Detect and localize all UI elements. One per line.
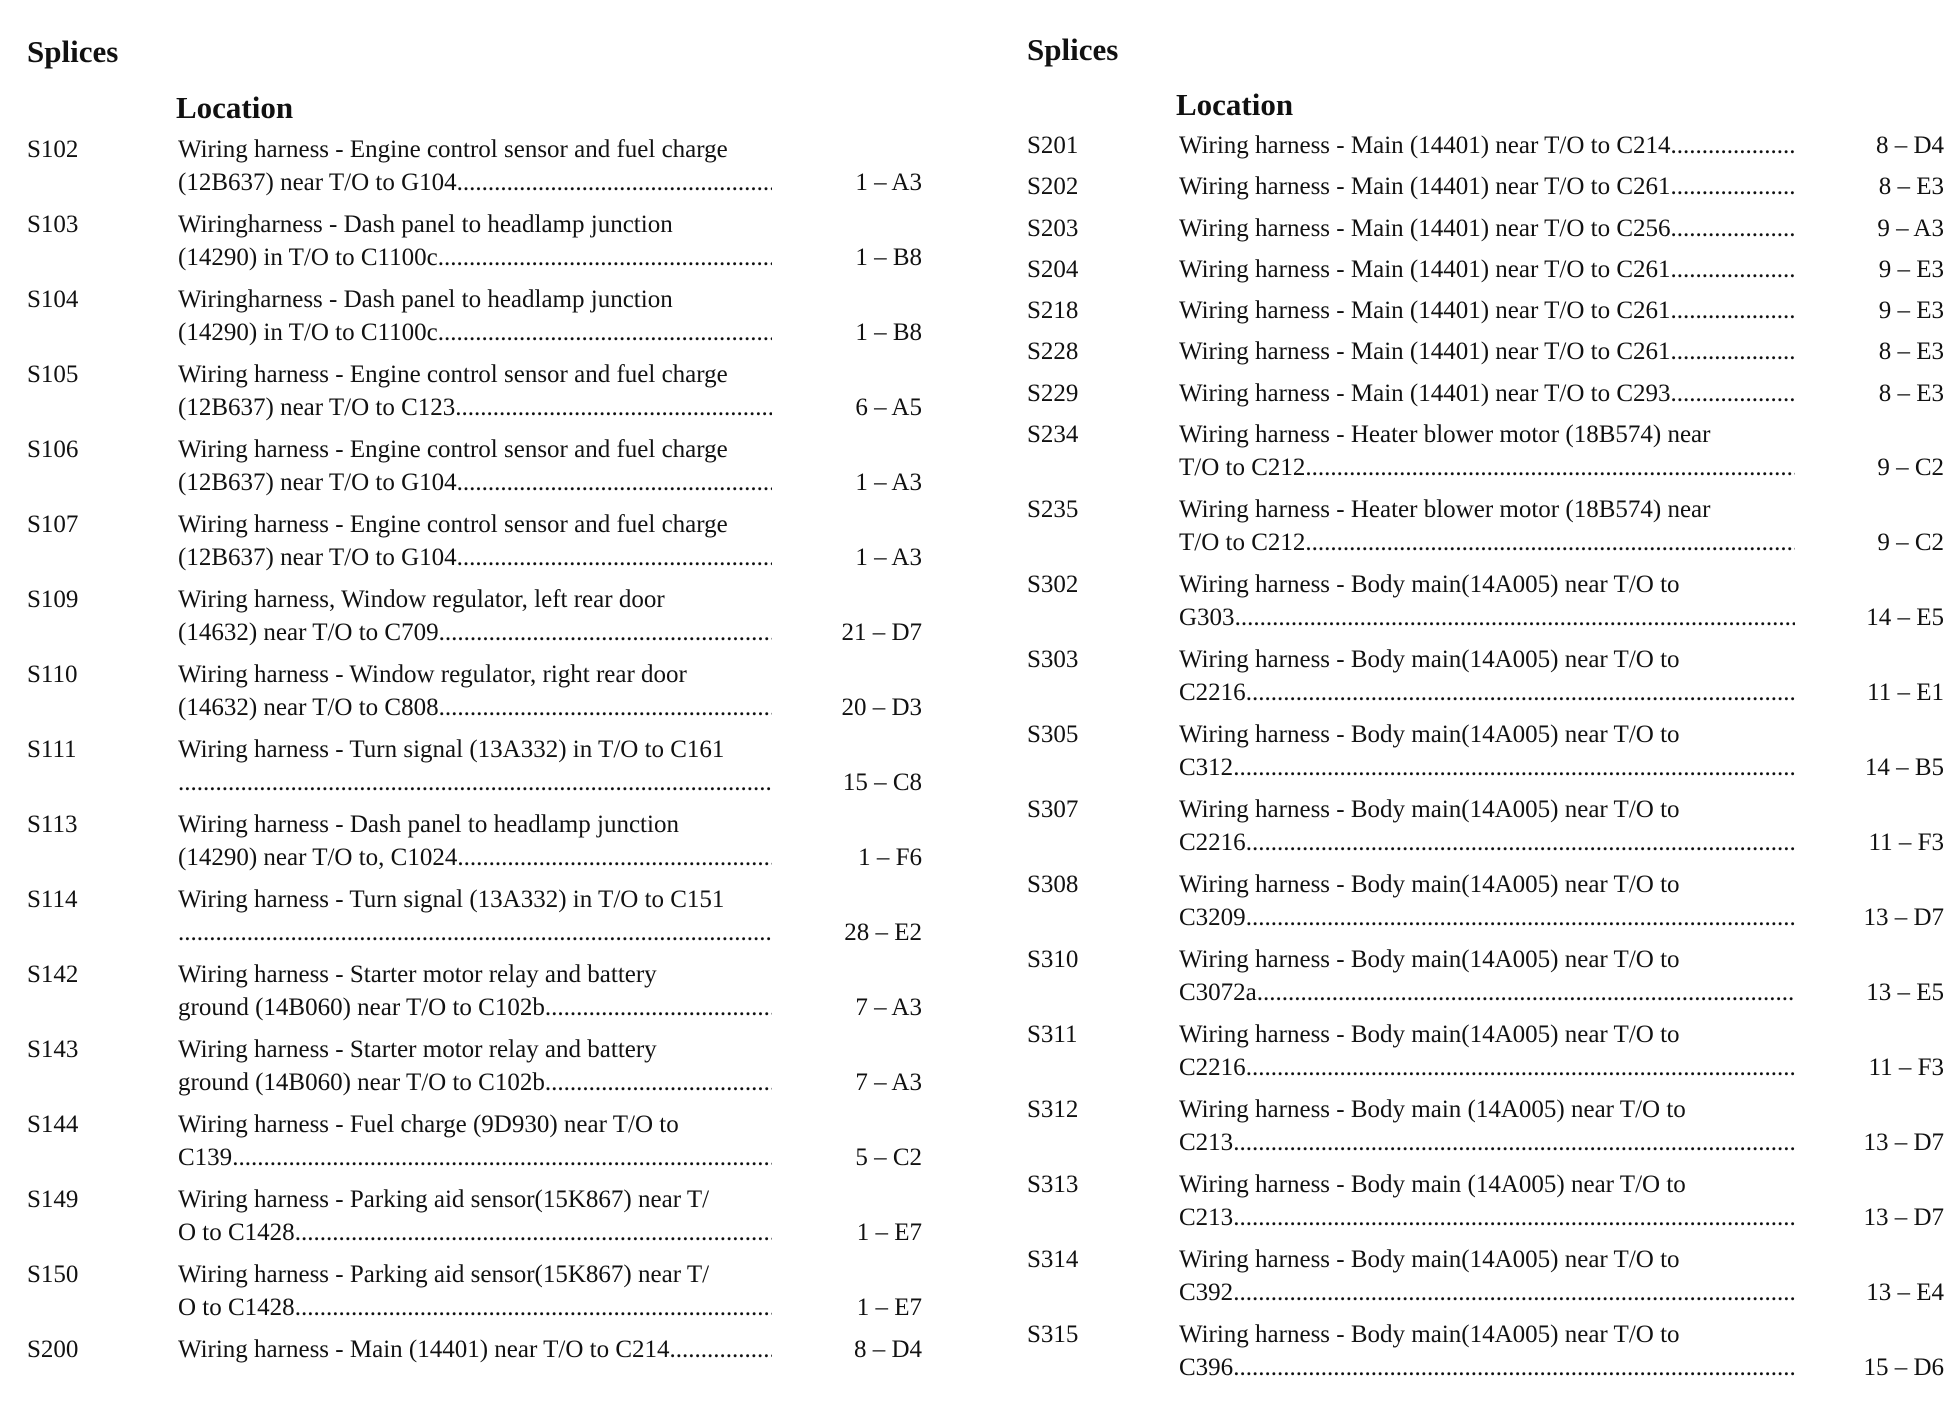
page-grid-ref: 13 – D7 xyxy=(1863,904,1944,932)
splice-row xyxy=(1020,493,1958,568)
splice-location xyxy=(178,883,772,949)
splice-row xyxy=(0,433,940,508)
splice-location xyxy=(1179,943,1795,1009)
page-grid-ref: 21 – D7 xyxy=(841,619,922,646)
dot-leader xyxy=(1305,526,1795,559)
splice-location xyxy=(178,733,772,799)
dot-leader xyxy=(1233,1276,1795,1309)
location-line-1: Wiring harness - Dash panel to headlamp junction xyxy=(178,811,679,838)
splice-row xyxy=(1020,718,1958,793)
location-line-1: Wiring harness - Turn signal (13A332) in T/O to C151 xyxy=(178,886,725,913)
page-grid-ref: 7 – A3 xyxy=(855,1069,922,1096)
page-grid-ref: 9 – E3 xyxy=(1878,297,1944,325)
page-grid-ref: 7 – A3 xyxy=(855,994,922,1021)
splice-code: S308 xyxy=(1027,871,1079,899)
location-line-2: C139 xyxy=(178,1144,233,1171)
splice-location xyxy=(1179,253,1795,286)
splice-code: S310 xyxy=(1027,946,1079,974)
splice-row xyxy=(1020,1318,1958,1393)
splice-row xyxy=(1020,1243,1958,1318)
page-grid-ref: 1 – E7 xyxy=(856,1219,922,1246)
page-grid-ref: 8 – D4 xyxy=(853,1336,922,1363)
page-grid-ref: 1 – B8 xyxy=(855,244,922,271)
splice-code: S202 xyxy=(1027,173,1079,201)
dot-leader xyxy=(439,691,772,724)
splice-code: S107 xyxy=(27,511,79,538)
page-grid-ref: 1 – E7 xyxy=(856,1294,922,1321)
splice-row xyxy=(1020,793,1958,868)
dot-leader xyxy=(1671,170,1796,203)
splice-code: S201 xyxy=(1027,132,1079,159)
splice-location xyxy=(178,1033,772,1099)
splice-code: S218 xyxy=(1027,297,1079,325)
dot-leader xyxy=(1235,601,1795,634)
location-line-2: G303 xyxy=(1179,604,1235,632)
page-grid-ref: 1 – B8 xyxy=(855,319,922,346)
page-grid-ref: 5 – C2 xyxy=(855,1144,922,1171)
location-line-1: Wiringharness - Dash panel to headlamp junction xyxy=(178,286,673,313)
splice-row xyxy=(1020,170,1958,211)
location-line-1: Wiring harness - Body main(14A005) near T/O to xyxy=(1179,946,1680,974)
splice-row xyxy=(0,883,940,958)
location-line-1: Wiring harness - Main (14401) near T/O to C256 xyxy=(1179,214,1671,242)
dot-leader xyxy=(178,916,772,949)
splice-list xyxy=(0,133,940,1408)
dot-leader xyxy=(232,1141,772,1174)
location-line-2: (14632) near T/O to C808 xyxy=(178,694,439,721)
location-line-2: (14290) in T/O to C1100c xyxy=(178,244,438,271)
dot-leader xyxy=(1257,976,1795,1009)
splice-location xyxy=(1179,643,1795,709)
location-line-1: Wiring harness - Main (14401) near T/O to C261 xyxy=(1179,338,1671,366)
page-grid-ref: 9 – C2 xyxy=(1877,454,1944,482)
page-grid-ref: 13 – E4 xyxy=(1866,1279,1944,1307)
page-grid-ref: 1 – A3 xyxy=(855,169,922,196)
location-line-2: (14632) near T/O to C709 xyxy=(178,619,439,646)
location-line-1: Wiring harness - Main (14401) near T/O to C214 xyxy=(1179,132,1671,159)
splice-location xyxy=(178,658,772,724)
location-line-2: C312 xyxy=(1179,754,1234,782)
dot-leader xyxy=(1671,377,1796,410)
page-grid-ref: 8 – D4 xyxy=(1875,132,1944,159)
section-title: Splices xyxy=(1027,32,1119,67)
splice-code: S113 xyxy=(27,811,78,838)
page-grid-ref: 9 – A3 xyxy=(1877,214,1944,242)
splice-code: S114 xyxy=(27,886,78,913)
splice-location xyxy=(1179,212,1795,245)
dot-leader xyxy=(1246,1051,1795,1084)
location-line-1: Wiring harness - Main (14401) near T/O to C214 xyxy=(178,1336,670,1363)
splice-code: S314 xyxy=(1027,1246,1079,1274)
splice-code: S312 xyxy=(1027,1096,1079,1124)
splice-location xyxy=(178,958,772,1024)
splice-location xyxy=(1179,129,1795,162)
location-line-1: Wiring harness - Body main (14A005) near T/O to xyxy=(1179,1171,1686,1199)
splice-location xyxy=(178,508,772,574)
splice-row xyxy=(0,1033,940,1108)
splice-code: S103 xyxy=(27,211,79,238)
page-grid-ref: 8 – E3 xyxy=(1878,173,1944,201)
splice-code: S109 xyxy=(27,586,79,613)
location-line-1: Wiring harness - Body main(14A005) near T/O to xyxy=(1179,1246,1680,1274)
location-line-2: (12B637) near T/O to C123 xyxy=(178,394,456,421)
splice-location xyxy=(178,1108,772,1174)
splice-row xyxy=(0,283,940,358)
page-grid-ref: 14 – B5 xyxy=(1864,754,1944,782)
splice-row xyxy=(0,658,940,733)
splice-code: S235 xyxy=(1027,496,1079,524)
splice-location xyxy=(1179,418,1795,484)
splice-code: S234 xyxy=(1027,421,1079,449)
splice-row xyxy=(1020,568,1958,643)
location-line-1: Wiring harness - Parking aid sensor(15K867) near T/ xyxy=(178,1261,710,1288)
location-line-2: O to C1428 xyxy=(178,1219,295,1246)
dot-leader xyxy=(457,466,772,499)
splice-location xyxy=(178,283,772,349)
page-grid-ref: 1 – F6 xyxy=(858,844,922,871)
splice-code: S105 xyxy=(27,361,79,388)
splice-location xyxy=(1179,868,1795,934)
page-grid-ref: 9 – E3 xyxy=(1878,255,1944,283)
splice-location xyxy=(178,208,772,274)
location-line-1: Wiring harness - Main (14401) near T/O to C261 xyxy=(1179,255,1671,283)
splice-location xyxy=(1179,1318,1795,1384)
location-line-1: Wiring harness - Heater blower motor (18B574) near xyxy=(1179,496,1711,524)
splice-row xyxy=(1020,1018,1958,1093)
splice-code: S311 xyxy=(1027,1021,1078,1049)
page-grid-ref: 15 – D6 xyxy=(1863,1354,1944,1382)
dot-leader xyxy=(1671,129,1796,162)
dot-leader xyxy=(457,841,772,874)
splice-row xyxy=(0,208,940,283)
location-line-2: (12B637) near T/O to G104 xyxy=(178,169,457,196)
splice-code: S203 xyxy=(1027,214,1079,242)
splice-code: S200 xyxy=(27,1336,79,1363)
splice-location xyxy=(1179,493,1795,559)
splice-location xyxy=(178,808,772,874)
splice-code: S204 xyxy=(1027,255,1079,283)
page-grid-ref: 11 – E1 xyxy=(1867,679,1944,707)
splice-location xyxy=(1179,1018,1795,1084)
dot-leader xyxy=(1246,901,1795,934)
dot-leader xyxy=(1233,1201,1795,1234)
splice-location xyxy=(178,133,772,199)
page-grid-ref: 28 – E2 xyxy=(844,919,922,946)
dot-leader xyxy=(1233,751,1795,784)
splice-row xyxy=(1020,377,1958,418)
splice-location xyxy=(1179,170,1795,203)
page-grid-ref: 13 – E5 xyxy=(1866,979,1944,1007)
dot-leader xyxy=(1246,676,1795,709)
location-line-2: (12B637) near T/O to G104 xyxy=(178,544,457,571)
splice-row xyxy=(0,133,940,208)
location-line-1: Wiring harness - Starter motor relay and battery xyxy=(178,961,657,988)
page-grid-ref: 11 – F3 xyxy=(1868,1054,1944,1082)
location-line-2: ground (14B060) near T/O to C102b xyxy=(178,994,545,1021)
location-line-1: Wiring harness, Window regulator, left rear door xyxy=(178,586,665,613)
splice-row xyxy=(0,583,940,658)
splice-location xyxy=(178,433,772,499)
splice-code: S143 xyxy=(27,1036,79,1063)
page-grid-ref: 13 – D7 xyxy=(1863,1129,1944,1157)
splice-list xyxy=(1020,129,1958,1393)
splice-code: S142 xyxy=(27,961,79,988)
location-line-2: C2216 xyxy=(1179,679,1246,707)
location-line-2: C3072a xyxy=(1179,979,1257,1007)
dot-leader xyxy=(1233,1351,1795,1384)
splice-row xyxy=(0,1108,940,1183)
dot-leader xyxy=(457,541,772,574)
location-line-1: Wiring harness - Engine control sensor and fuel charge xyxy=(178,361,728,388)
dot-leader xyxy=(545,1066,772,1099)
location-line-1: Wiring harness - Body main(14A005) near T/O to xyxy=(1179,1021,1680,1049)
location-line-1: Wiring harness - Body main(14A005) near T/O to xyxy=(1179,796,1680,824)
splice-location xyxy=(1179,1243,1795,1309)
location-line-2: (14290) in T/O to C1100c xyxy=(178,319,438,346)
page-grid-ref: 20 – D3 xyxy=(841,694,922,721)
splice-row xyxy=(0,1333,940,1408)
splice-code: S106 xyxy=(27,436,79,463)
location-line-1: Wiring harness - Heater blower motor (18B574) near xyxy=(1179,421,1711,449)
splice-code: S150 xyxy=(27,1261,79,1288)
location-line-1: Wiring harness - Main (14401) near T/O to C293 xyxy=(1179,379,1671,407)
location-line-2: C213 xyxy=(1179,1129,1234,1157)
splice-location xyxy=(178,1258,772,1324)
page-grid-ref: 14 – E5 xyxy=(1866,604,1944,632)
splice-row xyxy=(1020,253,1958,294)
location-line-2: C2216 xyxy=(1179,1054,1246,1082)
splice-code: S315 xyxy=(1027,1321,1079,1349)
dot-leader xyxy=(1671,212,1796,245)
splice-location xyxy=(178,1333,772,1366)
location-line-1: Wiring harness - Main (14401) near T/O to C261 xyxy=(1179,173,1671,201)
splice-row xyxy=(1020,418,1958,493)
splice-code: S228 xyxy=(1027,338,1079,366)
splice-row xyxy=(0,508,940,583)
splice-location xyxy=(1179,335,1795,368)
dot-leader xyxy=(455,391,772,424)
location-line-2: C392 xyxy=(1179,1279,1234,1307)
location-line-2: C396 xyxy=(1179,1354,1234,1382)
splice-code: S110 xyxy=(27,661,78,688)
splice-row xyxy=(0,1183,940,1258)
dot-leader xyxy=(1671,335,1796,368)
location-line-1: Wiring harness - Starter motor relay and battery xyxy=(178,1036,657,1063)
dot-leader xyxy=(438,316,772,349)
location-line-2: ground (14B060) near T/O to C102b xyxy=(178,1069,545,1096)
splice-location xyxy=(1179,1093,1795,1159)
page-grid-ref: 1 – A3 xyxy=(855,544,922,571)
location-line-1: Wiring harness - Body main(14A005) near T/O to xyxy=(1179,721,1680,749)
splice-location xyxy=(1179,377,1795,410)
splice-row xyxy=(1020,1168,1958,1243)
splice-row xyxy=(1020,868,1958,943)
location-line-1: Wiring harness - Window regulator, right rear door xyxy=(178,661,687,688)
location-line-1: Wiring harness - Parking aid sensor(15K867) near T/ xyxy=(178,1186,710,1213)
dot-leader xyxy=(670,1333,773,1366)
splice-code: S313 xyxy=(1027,1171,1079,1199)
splice-location xyxy=(1179,1168,1795,1234)
splice-row xyxy=(0,808,940,883)
splice-location xyxy=(178,583,772,649)
location-line-1: Wiring harness - Engine control sensor and fuel charge xyxy=(178,436,728,463)
page-grid-ref: 8 – E3 xyxy=(1878,338,1944,366)
splice-row xyxy=(1020,294,1958,335)
section-title: Splices xyxy=(27,34,119,69)
page-grid-ref: 13 – D7 xyxy=(1863,1204,1944,1232)
splice-code: S305 xyxy=(1027,721,1079,749)
location-line-2: C213 xyxy=(1179,1204,1234,1232)
page-grid-ref: 11 – F3 xyxy=(1868,829,1944,857)
dot-leader xyxy=(178,766,772,799)
location-line-1: Wiring harness - Body main(14A005) near T/O to xyxy=(1179,871,1680,899)
dot-leader xyxy=(1233,1126,1795,1159)
splice-location xyxy=(1179,793,1795,859)
page-grid-ref: 9 – C2 xyxy=(1877,529,1944,557)
location-line-2: (12B637) near T/O to G104 xyxy=(178,469,457,496)
dot-leader xyxy=(295,1216,772,1249)
dot-leader xyxy=(1246,826,1795,859)
page-grid-ref: 6 – A5 xyxy=(855,394,922,421)
splice-row xyxy=(1020,943,1958,1018)
dot-leader xyxy=(1671,294,1796,327)
location-line-1: Wiring harness - Main (14401) near T/O to C261 xyxy=(1179,297,1671,325)
splice-code: S149 xyxy=(27,1186,79,1213)
splice-row xyxy=(0,1258,940,1333)
location-line-1: Wiringharness - Dash panel to headlamp junction xyxy=(178,211,673,238)
splice-code: S303 xyxy=(1027,646,1079,674)
dot-leader xyxy=(439,616,772,649)
splice-location xyxy=(178,1183,772,1249)
location-line-2: T/O to C212 xyxy=(1179,454,1306,482)
splice-row xyxy=(0,733,940,808)
location-line-1: Wiring harness - Body main(14A005) near T/O to xyxy=(1179,1321,1680,1349)
location-line-2: C2216 xyxy=(1179,829,1246,857)
dot-leader xyxy=(295,1291,772,1324)
splice-code: S229 xyxy=(1027,379,1079,407)
splice-code: S111 xyxy=(27,736,77,763)
location-line-2: T/O to C212 xyxy=(1179,529,1306,557)
splice-location xyxy=(1179,294,1795,327)
location-line-1: Wiring harness - Body main (14A005) near T/O to xyxy=(1179,1096,1686,1124)
location-line-1: Wiring harness - Engine control sensor and fuel charge xyxy=(178,136,728,163)
location-line-2: O to C1428 xyxy=(178,1294,295,1321)
dot-leader xyxy=(457,166,772,199)
splice-code: S307 xyxy=(1027,796,1079,824)
location-header: Location xyxy=(1176,87,1294,122)
location-line-1: Wiring harness - Fuel charge (9D930) near T/O to xyxy=(178,1111,679,1138)
location-line-1: Wiring harness - Engine control sensor and fuel charge xyxy=(178,511,728,538)
location-line-1: Wiring harness - Turn signal (13A332) in T/O to C161 xyxy=(178,736,725,763)
splice-row xyxy=(1020,212,1958,253)
dot-leader xyxy=(545,991,772,1024)
splice-code: S302 xyxy=(1027,571,1079,599)
page-grid-ref: 15 – C8 xyxy=(842,769,922,796)
splice-location xyxy=(178,358,772,424)
location-line-2: C3209 xyxy=(1179,904,1246,932)
splice-code: S102 xyxy=(27,136,79,163)
dot-leader xyxy=(1671,253,1796,286)
splice-location xyxy=(1179,718,1795,784)
splice-row xyxy=(1020,643,1958,718)
splice-row xyxy=(1020,335,1958,376)
location-header: Location xyxy=(176,90,294,125)
dot-leader xyxy=(1305,451,1795,484)
splice-row xyxy=(0,358,940,433)
splice-row xyxy=(0,958,940,1033)
page-grid-ref: 1 – A3 xyxy=(855,469,922,496)
splice-row xyxy=(1020,1093,1958,1168)
location-line-2: (14290) near T/O to, C1024 xyxy=(178,844,458,871)
splice-row xyxy=(1020,129,1958,170)
location-line-1: Wiring harness - Body main(14A005) near T/O to xyxy=(1179,571,1680,599)
splice-location xyxy=(1179,568,1795,634)
location-line-1: Wiring harness - Body main(14A005) near T/O to xyxy=(1179,646,1680,674)
splice-code: S104 xyxy=(27,286,79,313)
page-grid-ref: 8 – E3 xyxy=(1878,379,1944,407)
splice-code: S144 xyxy=(27,1111,79,1138)
dot-leader xyxy=(438,241,772,274)
